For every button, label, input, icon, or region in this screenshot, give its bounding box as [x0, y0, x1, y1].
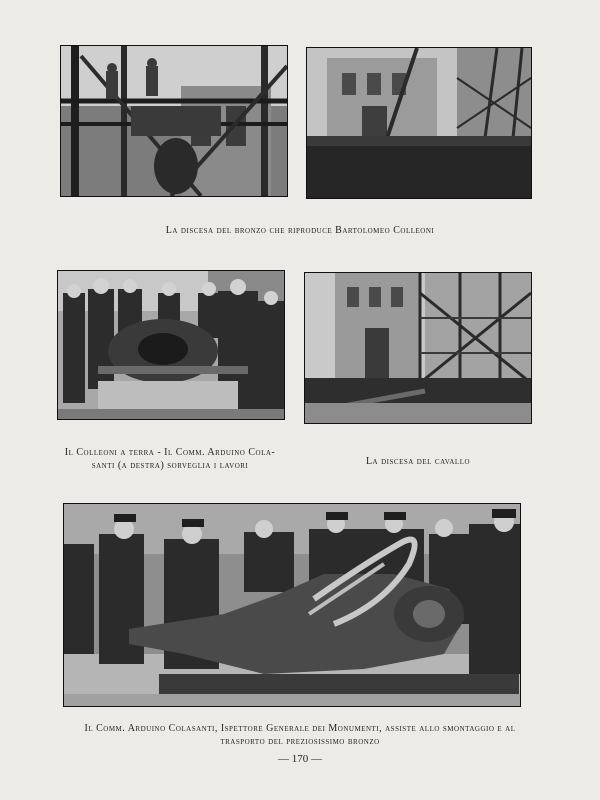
caption-bottom-line1: Il Comm. Arduino Colasanti, Ispettore Generale dei Monumenti, assiste allo smontaggio e al [84, 723, 516, 734]
photo-scaffolding-statue-descent [60, 45, 288, 197]
caption-top: La discesa del bronzo che riproduce Bartolomeo Colleoni [165, 225, 435, 236]
photo-horse-descent [304, 272, 532, 424]
caption-middle-left-line1: Il Colleoni a terra - Il Comm. Arduino Cola- [64, 447, 276, 458]
photo-colasanti-supervising [63, 503, 521, 707]
page-number: — 170 — [278, 753, 322, 765]
caption-middle-right: La discesa del cavallo [365, 456, 471, 467]
photo-crowd-palace-scaffold [306, 47, 532, 199]
caption-bottom [40, 722, 560, 748]
caption-bottom-line2: trasporto del preziosissimo bronzo [220, 736, 380, 747]
photo-colleoni-on-ground [57, 270, 285, 420]
caption-middle-left-line2: santi (a destra) sorveglia i lavori [91, 460, 249, 471]
caption-middle-left [50, 446, 290, 472]
